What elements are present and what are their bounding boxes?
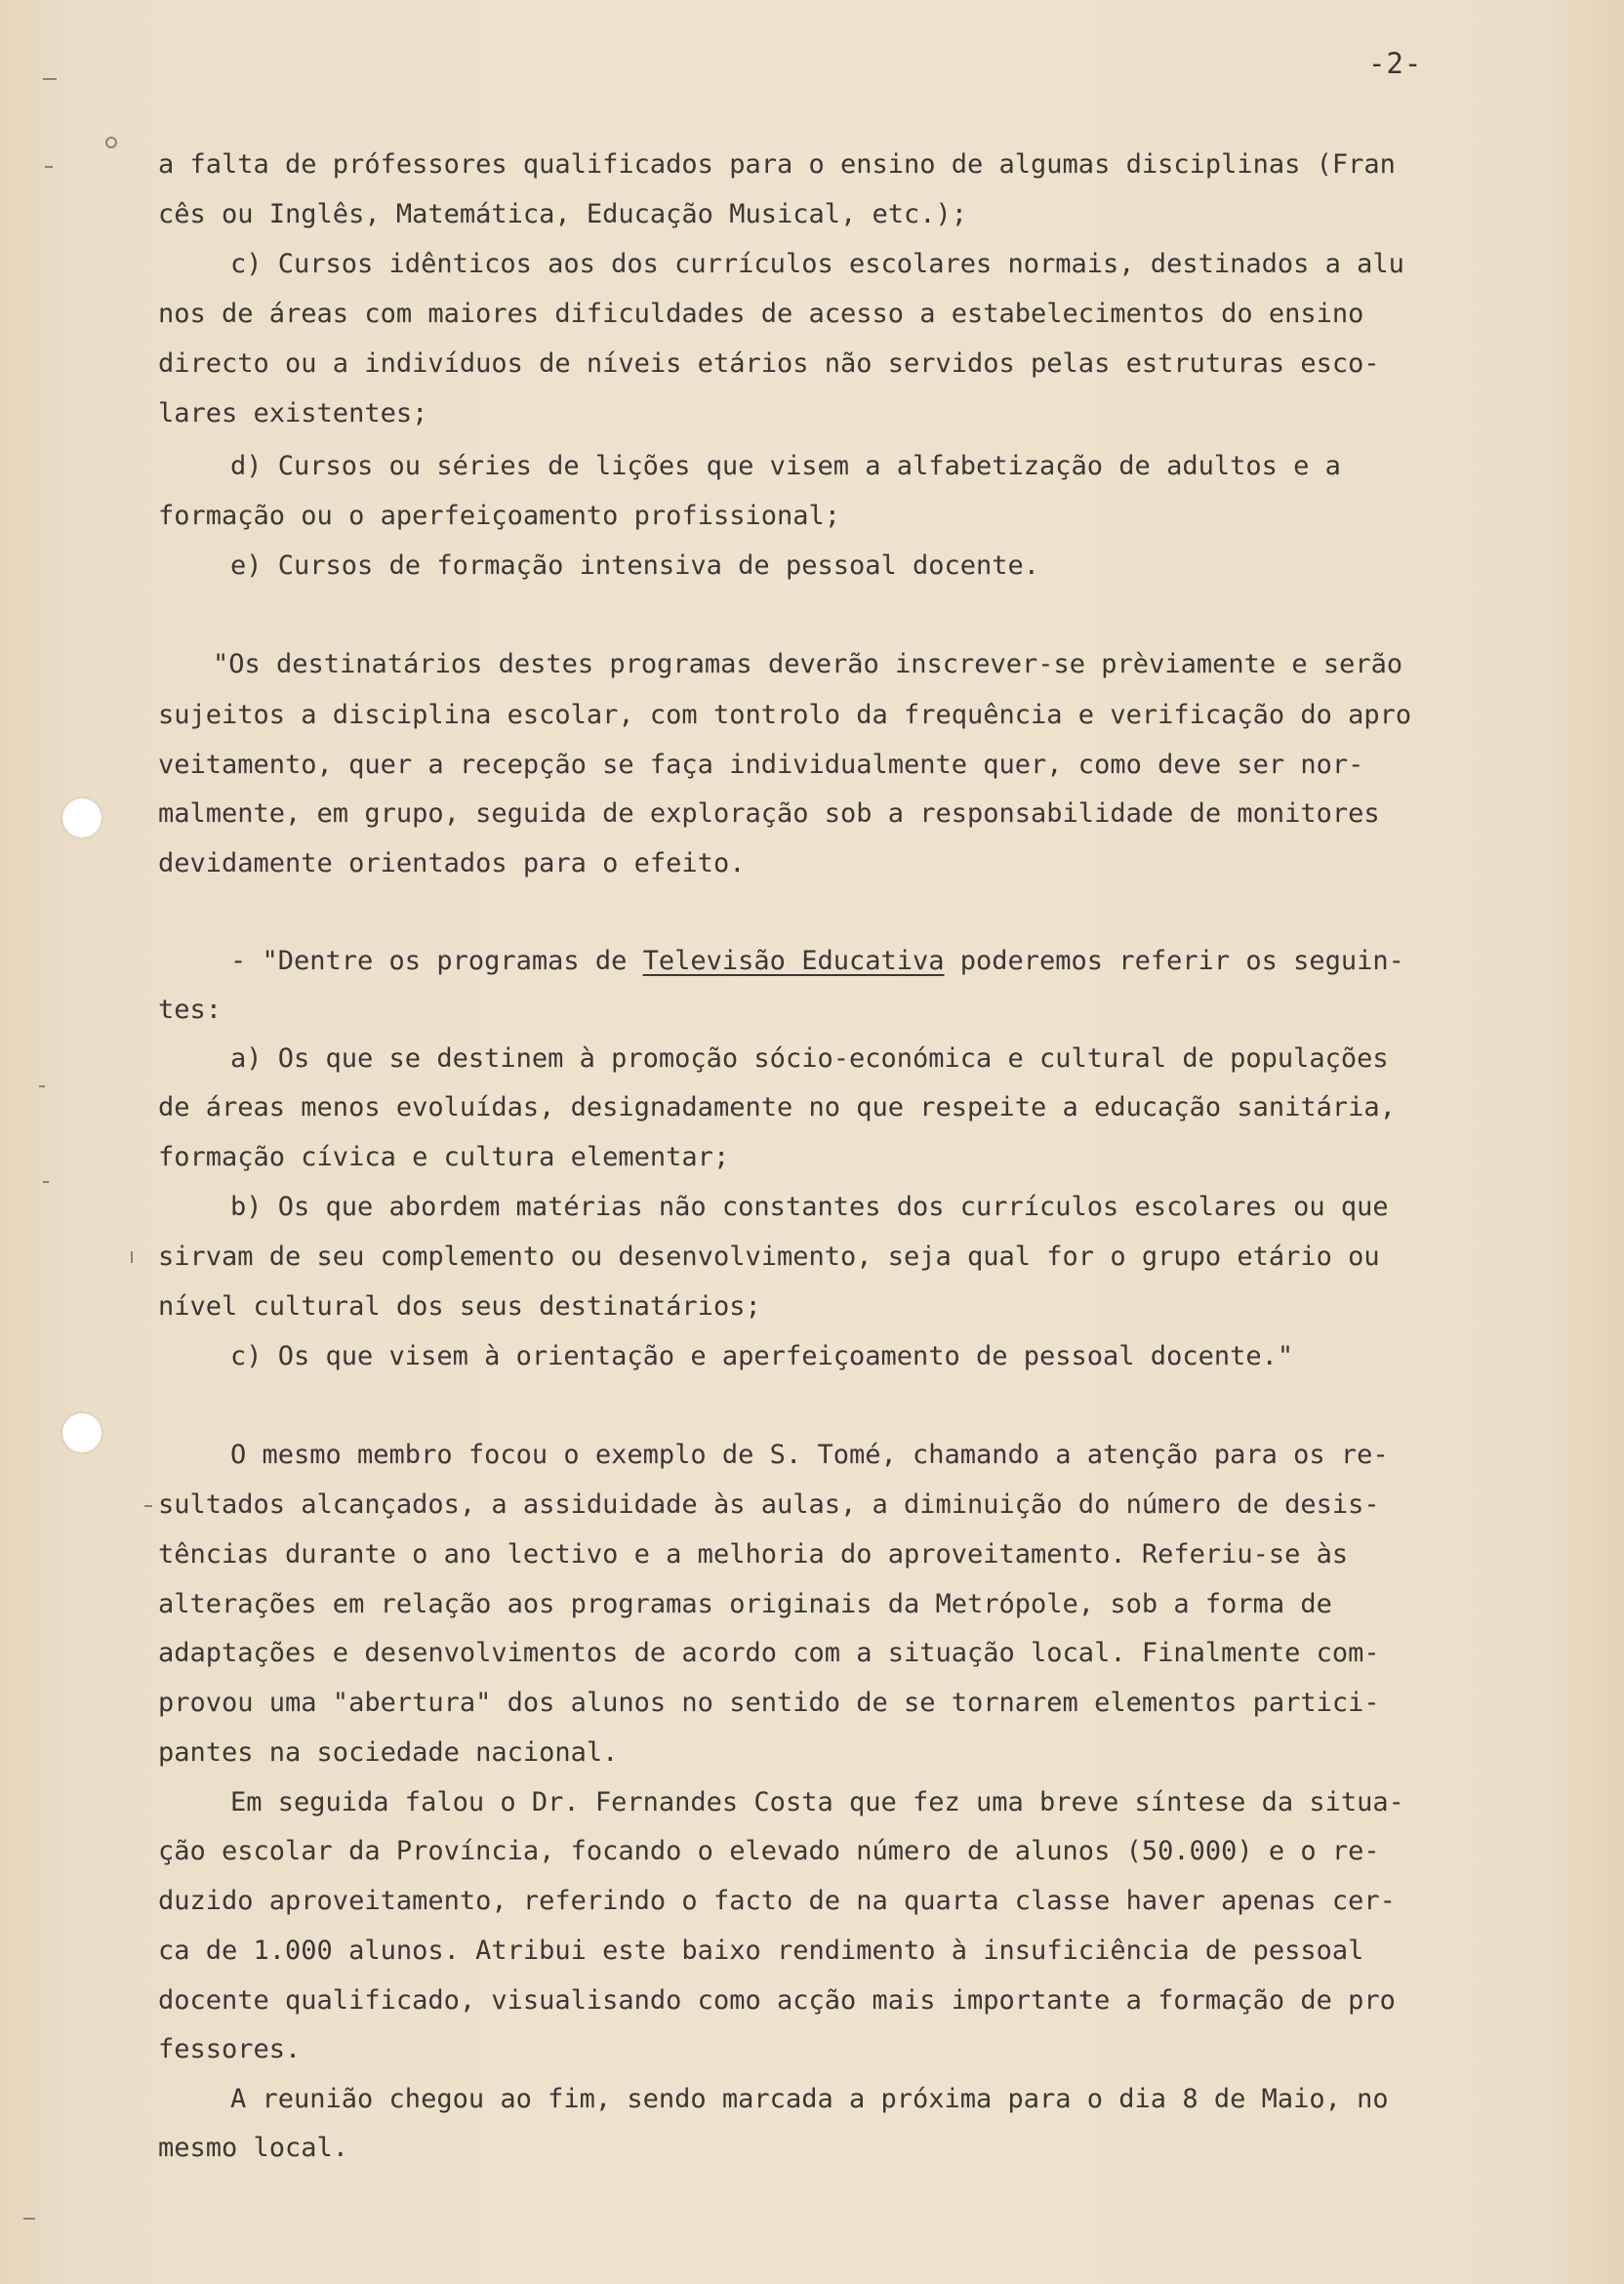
text-line: nível cultural dos seus destinatários;: [158, 1291, 761, 1322]
margin-mark: [43, 1181, 49, 1183]
margin-mark: [39, 1085, 45, 1087]
text-line: Em seguida falou o Dr. Fernandes Costa que fez uma breve síntese da situa-: [230, 1787, 1404, 1817]
text-line: c) Cursos idênticos aos dos currículos escolares normais, destinados a alu: [230, 249, 1404, 279]
text-line: tes:: [158, 995, 223, 1025]
text-line: veitamento, quer a recepção se faça individualmente quer, como deve ser nor-: [158, 750, 1364, 780]
text-line: c) Os que visem à orientação e aperfeiçoamento de pessoal docente.": [230, 1341, 1294, 1371]
text-line: sujeitos a disciplina escolar, com tontrolo da frequência e verificação do apro: [158, 700, 1412, 730]
text-line: "Os destinatários destes programas deverão inscrever-se prèviamente e serão: [213, 649, 1403, 679]
text-line: mesmo local.: [158, 2133, 349, 2163]
text-line: a falta de prófessores qualificados para o ensino de algumas disciplinas (Fran: [158, 149, 1396, 180]
margin-mark: [43, 78, 57, 80]
underlined-term: Televisão Educativa: [642, 946, 945, 976]
margin-mark: [45, 166, 53, 168]
text-segment: - "Dentre os programas de: [230, 946, 643, 976]
punch-hole-upper: [62, 798, 102, 837]
text-segment: poderemos referir os seguin-: [944, 946, 1404, 976]
text-line: formação ou o aperfeiçoamento profissional;: [158, 501, 840, 531]
text-line: nos de áreas com maiores dificuldades de acesso a estabelecimentos do ensino: [158, 299, 1364, 329]
text-line: O mesmo membro focou o exemplo de S. Tomé, chamando a atenção para os re-: [230, 1440, 1389, 1470]
text-line: devidamente orientados para o efeito.: [158, 848, 746, 878]
text-line: d) Cursos ou séries de lições que visem a alfabetização de adultos e a: [230, 451, 1341, 481]
text-line: tências durante o ano lectivo e a melhoria do aproveitamento. Referiu-se às: [158, 1539, 1349, 1570]
text-line: de áreas menos evoluídas, designadamente no que respeite a educação sanitária,: [158, 1092, 1396, 1122]
text-line: [230, 945, 1404, 978]
margin-mark: [105, 137, 117, 148]
margin-mark: [144, 1505, 152, 1507]
text-line: a) Os que se destinem à promoção sócio-económica e cultural de populações: [230, 1043, 1389, 1074]
text-line: alterações em relação aos programas originais da Metrópole, sob a forma de: [158, 1589, 1332, 1619]
text-line: provou uma "abertura" dos alunos no sentido de se tornarem elementos partici-: [158, 1688, 1380, 1718]
text-line: e) Cursos de formação intensiva de pessoal docente.: [230, 551, 1040, 581]
text-line: malmente, em grupo, seguida de exploração sob a responsabilidade de monitores: [158, 798, 1380, 829]
text-line: fessores.: [158, 2034, 302, 2064]
punch-hole-lower: [62, 1413, 102, 1452]
text-line: docente qualificado, visualisando como acção mais importante a formação de pro: [158, 1985, 1396, 2016]
text-line: duzido aproveitamento, referindo o facto de na quarta classe haver apenas cer-: [158, 1886, 1396, 1916]
text-line: A reunião chegou ao fim, sendo marcada a próxima para o dia 8 de Maio, no: [230, 2084, 1389, 2114]
text-line: sirvam de seu complemento ou desenvolvimento, seja qual for o grupo etário ou: [158, 1242, 1380, 1272]
text-line: directo ou a indivíduos de níveis etários não servidos pelas estruturas esco-: [158, 348, 1380, 379]
text-line: adaptações e desenvolvimentos de acordo com a situação local. Finalmente com-: [158, 1638, 1380, 1668]
text-line: sultados alcançados, a assiduidade às aulas, a diminuição do número de desis-: [158, 1489, 1380, 1520]
page-number: -2-: [1368, 47, 1423, 80]
text-line: lares existentes;: [158, 398, 428, 428]
margin-mark: [23, 2218, 35, 2220]
margin-mark: [131, 1251, 133, 1263]
text-line: b) Os que abordem matérias não constantes dos currículos escolares ou que: [230, 1192, 1389, 1222]
text-line: ção escolar da Província, focando o elevado número de alunos (50.000) e o re-: [158, 1836, 1380, 1866]
text-line: ca de 1.000 alunos. Atribui este baixo rendimento à insuficiência de pessoal: [158, 1936, 1364, 1966]
text-line: formação cívica e cultura elementar;: [158, 1142, 730, 1172]
text-line: cês ou Inglês, Matemática, Educação Musical, etc.);: [158, 199, 968, 229]
text-line: pantes na sociedade nacional.: [158, 1737, 619, 1768]
